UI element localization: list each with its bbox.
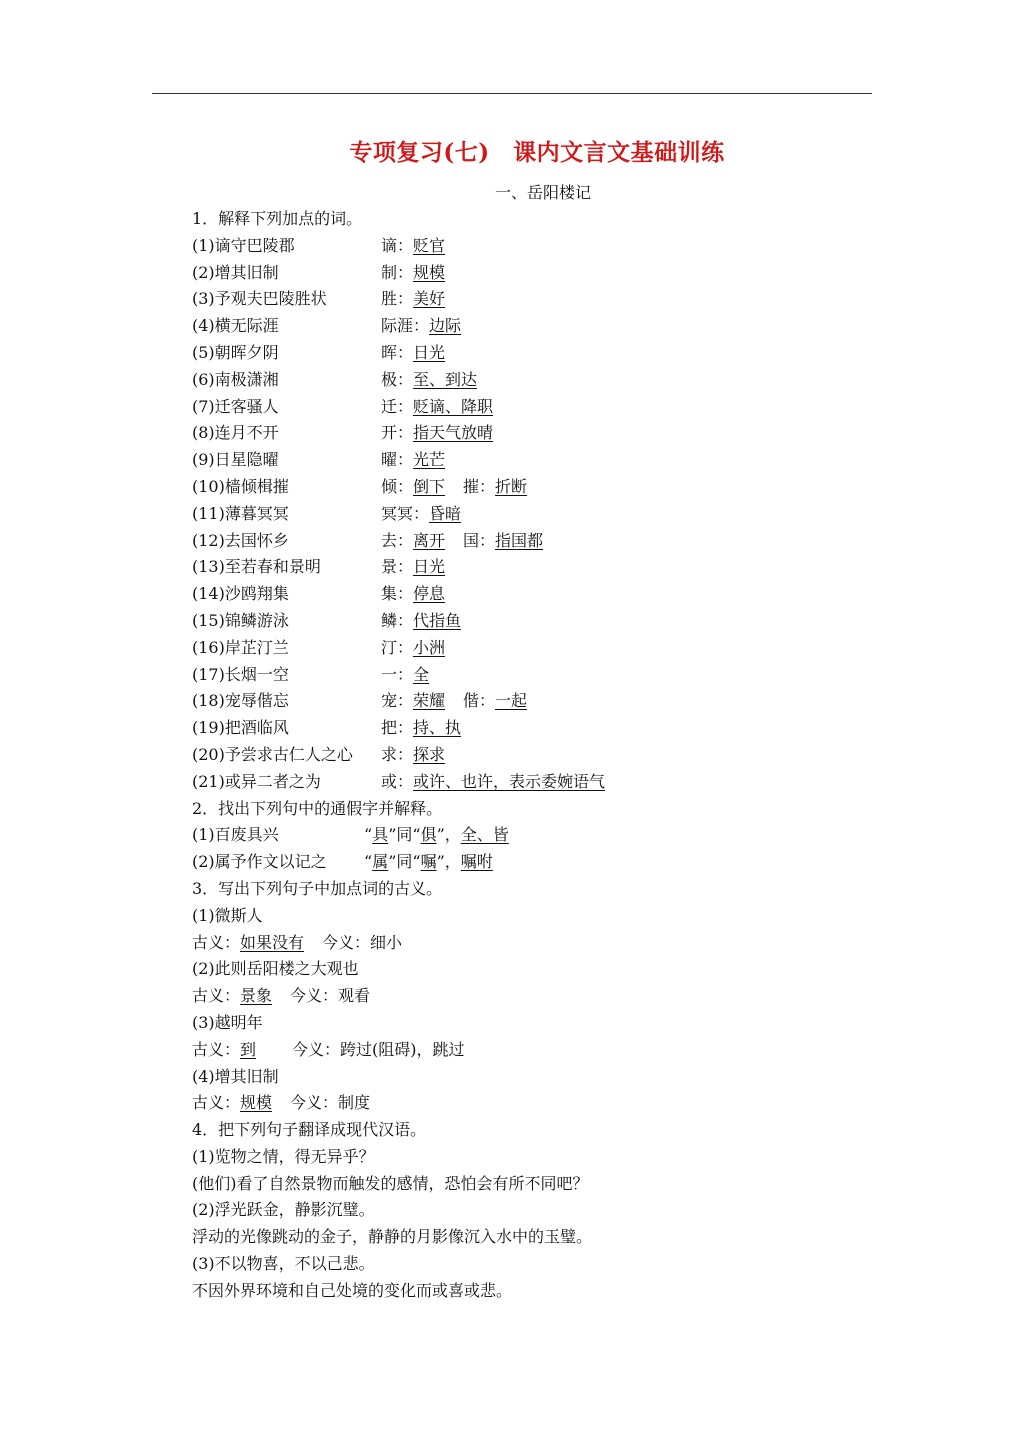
translation-sentence [192,1197,892,1224]
ancient-label: 古义： [192,1093,241,1113]
vocab-item [192,420,892,447]
modern-label: 今义： [290,1093,339,1113]
answer-text: 俱 [420,825,437,845]
same-as-text: ”同“ [388,852,421,872]
classical-phrase: (4)横无际涯 [192,316,279,336]
classical-phrase: (10)樯倾楫摧 [192,476,289,496]
answer-text: 离开 [413,530,446,550]
translation-sentence [192,1251,892,1278]
classical-phrase: (12)去国怀乡 [192,530,289,550]
answer-text: 规模 [413,262,446,282]
meaning-line [192,983,892,1010]
classical-sentence: (1)览物之情，得无异乎？ [192,1146,375,1166]
answer-text: 规模 [240,1093,273,1113]
vocab-item [192,662,892,689]
target-word: 把： [381,718,414,738]
answer-text: 指天气放晴 [413,423,494,443]
classical-phrase: (4)增其旧制 [192,1066,279,1086]
vocab-item [192,313,892,340]
vocab-item [192,554,892,581]
modern-label: 今义： [322,932,371,952]
tongjia-item [192,822,892,849]
modern-meaning: 跨过(阻碍)，跳过 [340,1039,465,1059]
quote-close: ”， [436,825,461,845]
target-word: 谪： [381,235,414,255]
answer-text: 到 [240,1039,257,1059]
vocab-item [192,742,892,769]
answer-text: 至、到达 [413,369,478,389]
ancient-meaning-phrase [192,1064,892,1091]
target-word: 胜： [381,289,414,309]
target-word: 曜： [381,450,414,470]
modern-translation: 浮动的光像跳动的金子，静静的月影像沉入水中的玉璧。 [192,1227,593,1247]
classical-phrase: (18)宠辱偕忘 [192,691,289,711]
answer-text: 代指鱼 [413,610,462,630]
page-title: 专项复习(七) 课内文言文基础训练 [349,139,725,166]
classical-phrase: (3)予观夫巴陵胜状 [192,289,327,309]
classical-phrase: (17)长烟一空 [192,664,289,684]
target-word: 倾： [381,476,414,496]
answer-text: 日光 [413,342,446,362]
meaning-line [192,1090,892,1117]
classical-phrase: (5)朝晖夕阴 [192,342,279,362]
classical-phrase: (1)百废具兴 [192,825,279,845]
classical-phrase: (2)属予作文以记之 [192,852,327,872]
classical-phrase: (7)迁客骚人 [192,396,279,416]
target-word: 际涯： [381,316,430,336]
target-word: 冥冥： [381,503,430,523]
vocab-item [192,769,892,796]
question-text: 1．解释下列加点的词。 [192,209,363,228]
question-text: 2．找出下列句中的通假字并解释。 [192,798,443,818]
target-word: 汀： [381,637,414,657]
classical-phrase: (1)微斯人 [192,905,263,925]
modern-translation: (他们)看了自然景物而触发的感情，恐怕会有所不同吧？ [192,1173,589,1193]
answer-text: 如果没有 [240,932,305,952]
modern-label: 今义： [290,986,339,1006]
classical-sentence: (2)浮光跃金，静影沉璧。 [192,1200,375,1220]
classical-phrase: (2)增其旧制 [192,262,279,282]
section-heading: 一、岳阳楼记 [494,183,591,202]
answer-text: 日光 [413,557,446,577]
target-word: 迁： [381,396,414,416]
answer-text: 美好 [413,289,446,309]
question-text: 3．写出下列句子中加点词的古义。 [192,878,443,898]
target-word: 景： [381,557,414,577]
classical-phrase: (3)越明年 [192,1012,263,1032]
vocab-item [192,233,892,260]
ancient-meaning-phrase [192,1010,892,1037]
target-word: 国： [463,530,496,550]
answer-text: 指国都 [495,530,544,550]
meaning-line [192,1037,892,1064]
classical-phrase: (2)此则岳阳楼之大观也 [192,959,359,979]
ancient-meaning-phrase [192,956,892,983]
vocab-item [192,367,892,394]
answer-text: 嘱 [420,852,437,872]
vocab-item [192,447,892,474]
target-word: 制： [381,262,414,282]
answer-text: 荣耀 [413,691,446,711]
answer-text: 嘱咐 [460,852,493,872]
ancient-meaning-phrase [192,903,892,930]
ancient-label: 古义： [192,932,241,952]
exercise-content [192,206,892,1305]
answer-text: 一起 [495,691,528,711]
target-word: 极： [381,369,414,389]
translation-answer [192,1278,892,1305]
modern-meaning: 观看 [338,986,371,1006]
target-word: 晖： [381,342,414,362]
modern-meaning: 制度 [338,1093,371,1113]
answer-text: 折断 [495,476,528,496]
target-word: 一： [381,664,414,684]
target-word: 鳞： [381,610,414,630]
answer-text: 全、皆 [460,825,509,845]
tongjia-item [192,849,892,876]
classical-phrase: (13)至若春和景明 [192,557,321,577]
translation-answer [192,1224,892,1251]
target-word: 集： [381,584,414,604]
modern-meaning: 细小 [370,932,403,952]
vocab-item [192,286,892,313]
quote-close: ”， [436,852,461,872]
vocab-item [192,635,892,662]
answer-text: 停息 [413,584,446,604]
answer-text: 景象 [240,986,273,1006]
target-word: 求： [381,744,414,764]
classical-phrase: (1)谪守巴陵郡 [192,235,295,255]
quote-open: “ [364,852,373,872]
target-word: 或： [381,771,414,791]
classical-phrase: (8)连月不开 [192,423,279,443]
question-heading [192,876,892,903]
classical-phrase: (15)锦鳞游泳 [192,610,289,630]
target-word: 宠： [381,691,414,711]
target-word: 去： [381,530,414,550]
question-heading [192,206,892,233]
vocab-item [192,340,892,367]
answer-text: 贬谪、降职 [413,396,494,416]
meaning-line [192,930,892,957]
question-text: 4．把下列句子翻译成现代汉语。 [192,1120,427,1140]
classical-phrase: (9)日星隐曜 [192,450,279,470]
answer-text: 光芒 [413,450,446,470]
target-word: 摧： [463,476,496,496]
ancient-label: 古义： [192,1039,241,1059]
answer-text: 或许、也许，表示委婉语气 [413,771,606,791]
classical-phrase: (14)沙鸥翔集 [192,584,289,604]
vocab-item [192,581,892,608]
answer-text: 持、执 [413,718,462,738]
vocab-item [192,715,892,742]
vocab-item [192,608,892,635]
vocab-item [192,501,892,528]
classical-phrase: (20)予尝求古仁人之心 [192,744,353,764]
header-rule [152,93,872,94]
translation-sentence [192,1144,892,1171]
answer-text: 昏暗 [429,503,462,523]
answer-text: 小洲 [413,637,446,657]
classical-phrase: (21)或异二者之为 [192,771,321,791]
answer-text: 边际 [429,316,462,336]
answer-text: 探求 [413,744,446,764]
question-heading [192,796,892,823]
vocab-item [192,688,892,715]
vocab-item [192,474,892,501]
modern-translation: 不因外界环境和自己处境的变化而或喜或悲。 [192,1280,513,1300]
classical-phrase: (16)岸芷汀兰 [192,637,289,657]
ancient-label: 古义： [192,986,241,1006]
answer-text: 贬官 [413,235,446,255]
question-heading [192,1117,892,1144]
answer-text: 倒下 [413,476,446,496]
same-as-text: ”同“ [388,825,421,845]
target-word: 偕： [463,691,496,711]
target-word: 开： [381,423,414,443]
classical-phrase: (19)把酒临风 [192,718,289,738]
classical-sentence: (3)不以物喜，不以己悲。 [192,1254,375,1274]
vocab-item [192,394,892,421]
modern-label: 今义： [292,1039,341,1059]
classical-phrase: (11)薄暮冥冥 [192,503,289,523]
answer-text: 属 [372,852,389,872]
classical-phrase: (6)南极潇湘 [192,369,279,389]
vocab-item [192,528,892,555]
answer-text: 具 [372,825,389,845]
translation-answer [192,1171,892,1198]
vocab-item [192,260,892,287]
quote-open: “ [364,825,373,845]
answer-text: 全 [413,664,430,684]
